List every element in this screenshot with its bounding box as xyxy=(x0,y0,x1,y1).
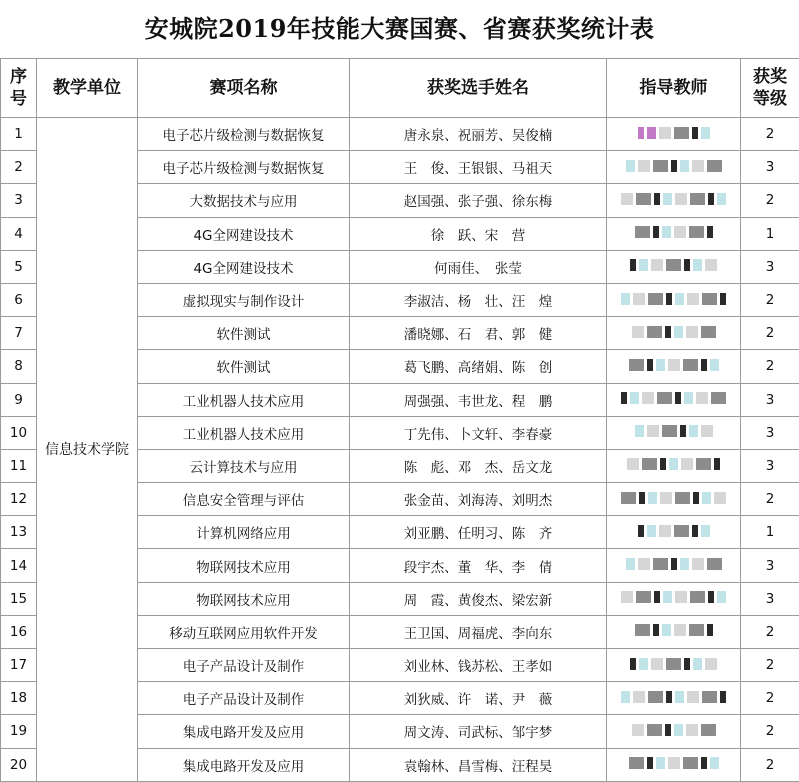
table-row xyxy=(1,118,799,151)
award-level: 1 xyxy=(741,516,799,549)
event-name: 计算机网络应用 xyxy=(138,516,350,549)
redaction-mosaic xyxy=(626,159,722,173)
row-number: 18 xyxy=(1,682,37,715)
event-name: 电子产品设计及制作 xyxy=(138,649,350,682)
event-name: 信息安全管理与评估 xyxy=(138,483,350,516)
teacher-redacted xyxy=(607,250,741,283)
award-level: 2 xyxy=(741,317,799,350)
row-number: 6 xyxy=(1,283,37,316)
teacher-redacted xyxy=(607,317,741,350)
winner-names: 潘晓娜、石 君、郭 健 xyxy=(350,317,607,350)
award-level: 3 xyxy=(741,383,799,416)
redaction-mosaic xyxy=(632,723,716,737)
header-winners: 获奖选手姓名 xyxy=(350,59,607,118)
winner-names: 周 霞、黄俊杰、梁宏新 xyxy=(350,582,607,615)
row-number: 13 xyxy=(1,516,37,549)
award-level: 2 xyxy=(741,682,799,715)
awards-table xyxy=(0,58,799,782)
winner-names: 唐永泉、祝丽芳、吴俊楠 xyxy=(350,118,607,151)
row-number: 3 xyxy=(1,184,37,217)
teacher-redacted xyxy=(607,516,741,549)
teacher-redacted xyxy=(607,383,741,416)
event-name: 集成电路开发及应用 xyxy=(138,748,350,781)
redaction-mosaic xyxy=(632,325,716,339)
row-number: 4 xyxy=(1,217,37,250)
redaction-mosaic xyxy=(626,557,722,571)
event-name: 工业机器人技术应用 xyxy=(138,383,350,416)
teacher-redacted xyxy=(607,715,741,748)
redaction-mosaic xyxy=(630,258,717,272)
redaction-mosaic xyxy=(621,391,726,405)
row-number: 7 xyxy=(1,317,37,350)
header-level: 获奖 等级 xyxy=(741,59,799,118)
winner-names: 王卫国、周福虎、李向东 xyxy=(350,615,607,648)
award-level: 3 xyxy=(741,549,799,582)
winner-names: 周强强、韦世龙、程 鹏 xyxy=(350,383,607,416)
teacher-redacted xyxy=(607,217,741,250)
row-number: 16 xyxy=(1,615,37,648)
event-name: 电子产品设计及制作 xyxy=(138,682,350,715)
award-level: 3 xyxy=(741,250,799,283)
winner-names: 陈 彪、邓 杰、岳文龙 xyxy=(350,449,607,482)
winner-names: 丁先伟、卜文轩、李春豪 xyxy=(350,416,607,449)
teacher-redacted xyxy=(607,184,741,217)
row-number: 10 xyxy=(1,416,37,449)
row-number: 15 xyxy=(1,582,37,615)
award-level: 2 xyxy=(741,483,799,516)
teacher-redacted xyxy=(607,151,741,184)
event-name: 虚拟现实与制作设计 xyxy=(138,283,350,316)
redaction-mosaic xyxy=(627,457,720,471)
row-number: 8 xyxy=(1,350,37,383)
teacher-redacted xyxy=(607,483,741,516)
teaching-unit: 信息技术学院 xyxy=(37,118,138,782)
row-number: 2 xyxy=(1,151,37,184)
event-name: 电子芯片级检测与数据恢复 xyxy=(138,151,350,184)
row-number: 19 xyxy=(1,715,37,748)
header-teacher: 指导教师 xyxy=(607,59,741,118)
event-name: 4G全网建设技术 xyxy=(138,250,350,283)
redaction-mosaic xyxy=(629,756,719,770)
winner-names: 段宇杰、董 华、李 倩 xyxy=(350,549,607,582)
redaction-mosaic xyxy=(638,524,710,538)
header-event: 赛项名称 xyxy=(138,59,350,118)
winner-names: 葛飞鹏、高绪娟、陈 创 xyxy=(350,350,607,383)
award-level: 3 xyxy=(741,582,799,615)
event-name: 集成电路开发及应用 xyxy=(138,715,350,748)
award-level: 2 xyxy=(741,649,799,682)
row-number: 14 xyxy=(1,549,37,582)
row-number: 1 xyxy=(1,118,37,151)
header-no: 序 号 xyxy=(1,59,37,118)
winner-names: 张金苗、刘海涛、刘明杰 xyxy=(350,483,607,516)
winner-names: 刘业林、钱苏松、王孝如 xyxy=(350,649,607,682)
event-name: 工业机器人技术应用 xyxy=(138,416,350,449)
teacher-redacted xyxy=(607,283,741,316)
redaction-mosaic xyxy=(621,192,726,206)
award-level: 2 xyxy=(741,118,799,151)
event-name: 移动互联网应用软件开发 xyxy=(138,615,350,648)
redaction-mosaic xyxy=(638,126,710,140)
row-number: 12 xyxy=(1,483,37,516)
award-level: 3 xyxy=(741,151,799,184)
row-number: 11 xyxy=(1,449,37,482)
redaction-mosaic xyxy=(630,657,717,671)
award-level: 3 xyxy=(741,449,799,482)
winner-names: 王 俊、王银银、马祖天 xyxy=(350,151,607,184)
table-title: 安城院2019年技能大赛国赛、省赛获奖统计表 xyxy=(0,0,799,58)
event-name: 云计算技术与应用 xyxy=(138,449,350,482)
event-name: 物联网技术应用 xyxy=(138,549,350,582)
winner-names: 袁翰林、昌雪梅、汪程昊 xyxy=(350,748,607,781)
event-name: 4G全网建设技术 xyxy=(138,217,350,250)
redaction-mosaic xyxy=(621,590,726,604)
winner-names: 李淑洁、杨 壮、汪 煌 xyxy=(350,283,607,316)
teacher-redacted xyxy=(607,118,741,151)
event-name: 软件测试 xyxy=(138,317,350,350)
redaction-mosaic xyxy=(635,424,713,438)
winner-names: 周文涛、司武标、邹宇梦 xyxy=(350,715,607,748)
event-name: 大数据技术与应用 xyxy=(138,184,350,217)
event-name: 物联网技术应用 xyxy=(138,582,350,615)
award-level: 2 xyxy=(741,283,799,316)
award-level: 2 xyxy=(741,184,799,217)
teacher-redacted xyxy=(607,748,741,781)
row-number: 9 xyxy=(1,383,37,416)
redaction-mosaic xyxy=(629,358,719,372)
teacher-redacted xyxy=(607,649,741,682)
event-name: 软件测试 xyxy=(138,350,350,383)
teacher-redacted xyxy=(607,615,741,648)
award-level: 2 xyxy=(741,715,799,748)
teacher-redacted xyxy=(607,549,741,582)
row-number: 17 xyxy=(1,649,37,682)
winner-names: 刘亚鹏、任明习、陈 齐 xyxy=(350,516,607,549)
redaction-mosaic xyxy=(635,623,713,637)
header-row xyxy=(1,59,799,118)
teacher-redacted xyxy=(607,682,741,715)
winner-names: 刘狄威、许 诺、尹 薇 xyxy=(350,682,607,715)
teacher-redacted xyxy=(607,449,741,482)
winner-names: 徐 跃、宋 营 xyxy=(350,217,607,250)
winner-names: 何雨佳、 张莹 xyxy=(350,250,607,283)
redaction-mosaic xyxy=(621,690,726,704)
teacher-redacted xyxy=(607,416,741,449)
row-number: 5 xyxy=(1,250,37,283)
event-name: 电子芯片级检测与数据恢复 xyxy=(138,118,350,151)
teacher-redacted xyxy=(607,582,741,615)
award-level: 3 xyxy=(741,416,799,449)
award-level: 1 xyxy=(741,217,799,250)
award-level: 2 xyxy=(741,748,799,781)
row-number: 20 xyxy=(1,748,37,781)
redaction-mosaic xyxy=(635,225,713,239)
redaction-mosaic xyxy=(621,491,726,505)
award-level: 2 xyxy=(741,350,799,383)
winner-names: 赵国强、张子强、徐东梅 xyxy=(350,184,607,217)
award-level: 2 xyxy=(741,615,799,648)
header-unit: 教学单位 xyxy=(37,59,138,118)
redaction-mosaic xyxy=(621,292,726,306)
teacher-redacted xyxy=(607,350,741,383)
